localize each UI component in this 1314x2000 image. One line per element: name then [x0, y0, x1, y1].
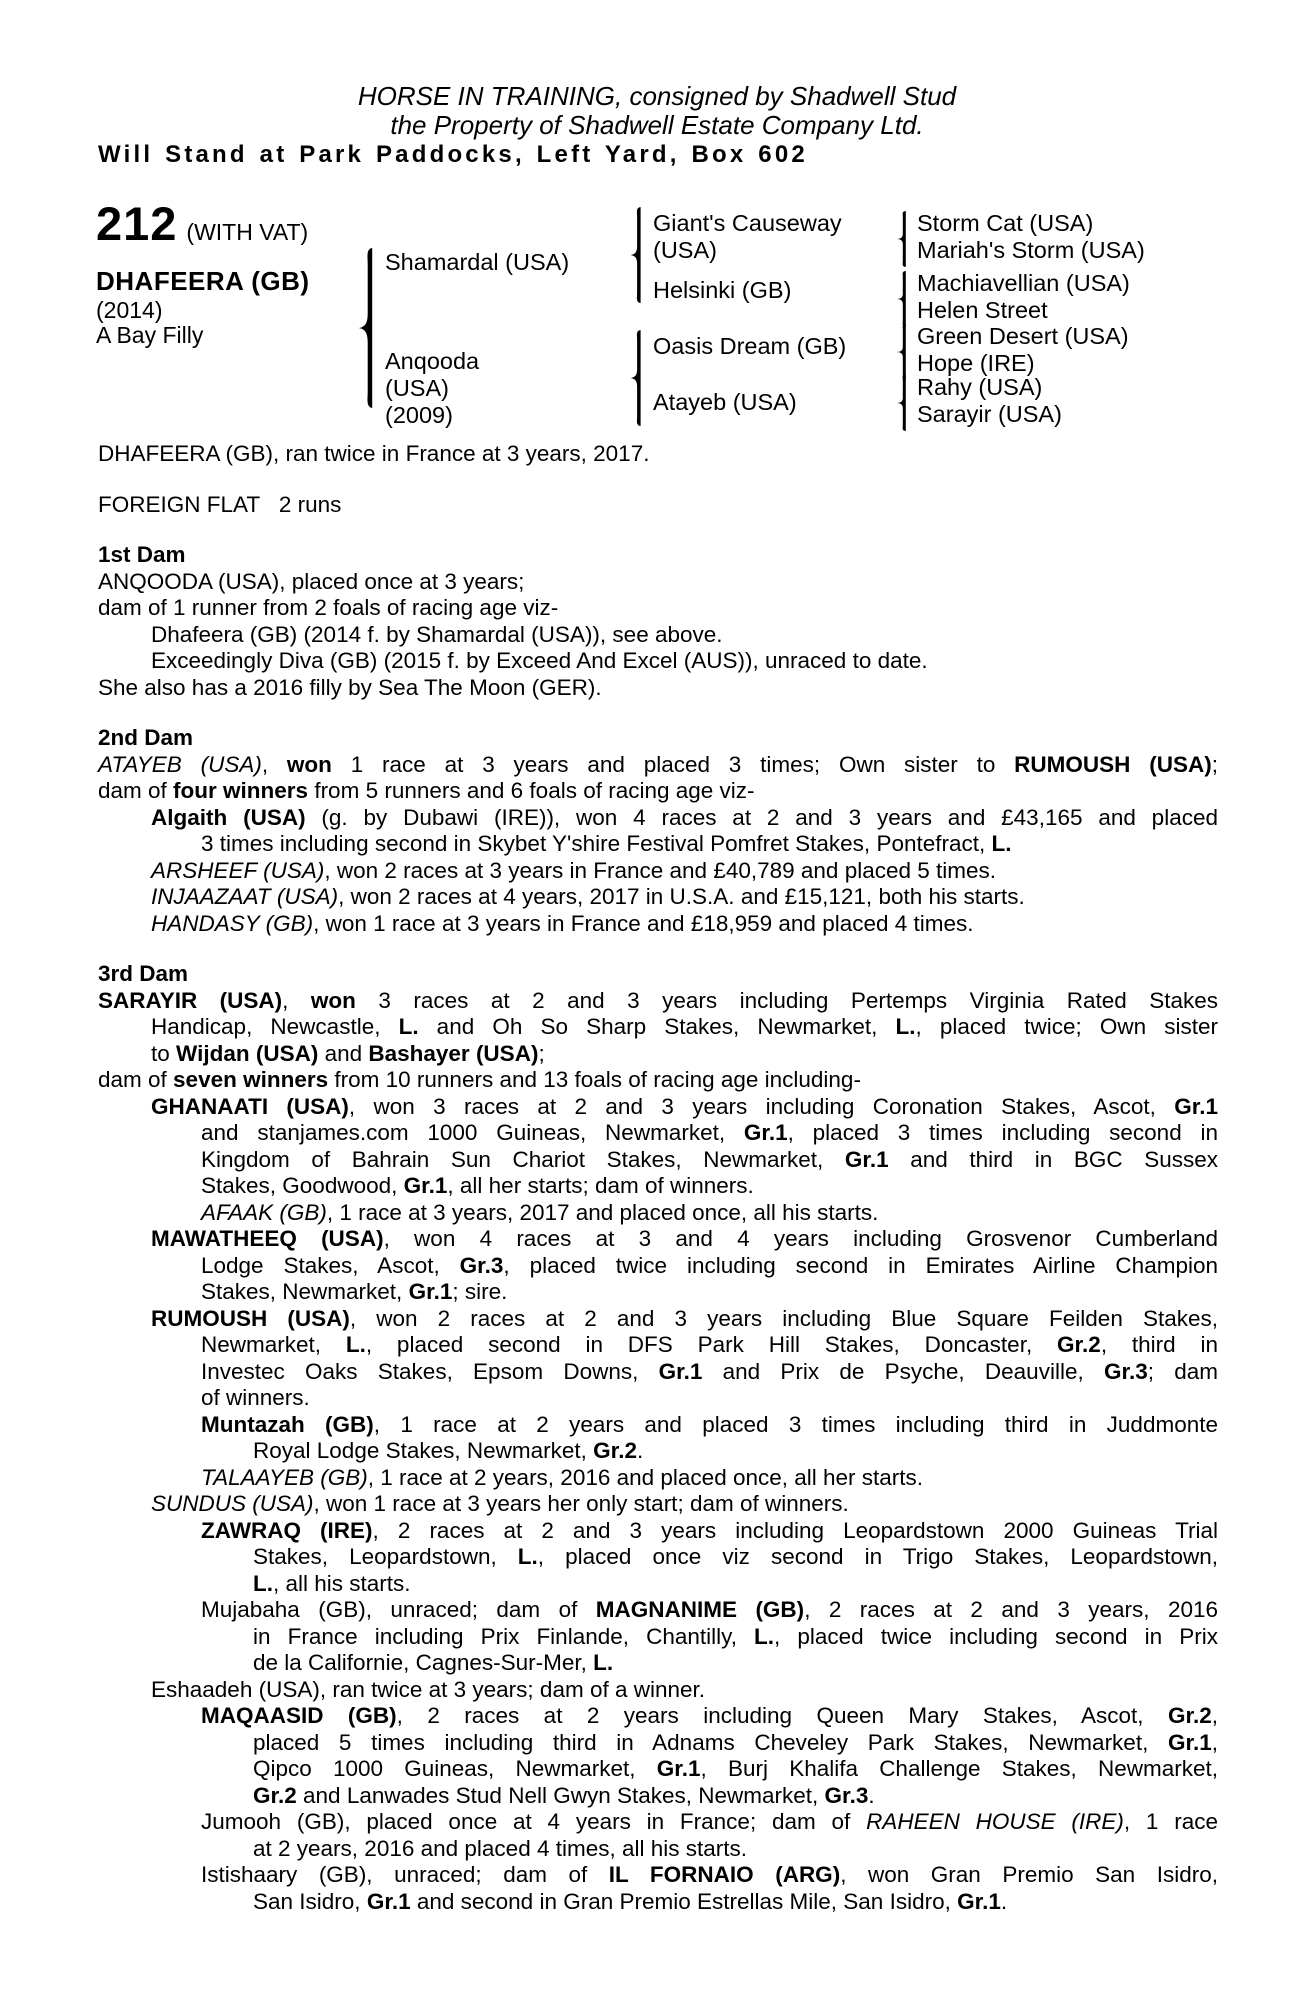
text-segment: ANQOODA (USA), placed once at 3 years;	[98, 568, 525, 594]
text-segment: Stakes, Newmarket,	[201, 1279, 409, 1304]
text-line	[98, 1332, 1218, 1359]
pedigree-text-block	[98, 441, 1218, 1915]
section-gap	[98, 701, 1218, 725]
text-segment: to	[151, 1040, 177, 1066]
text-segment: AFAAK (GB)	[201, 1199, 327, 1225]
text-segment: Gr.1	[366, 1888, 411, 1914]
text-segment: and Prix de Psyche, Deauville,	[702, 1358, 1104, 1384]
sire-name: Shamardal (USA)	[385, 249, 570, 275]
ggp-name: Machiavellian (USA)	[917, 270, 1130, 296]
text-segment: Gr.1	[957, 1888, 1001, 1914]
colour-sex-description: A Bay Filly	[96, 322, 204, 348]
text-line	[98, 1677, 1218, 1704]
text-segment: four winners	[173, 778, 309, 803]
text-segment: RUMOUSH (USA)	[151, 1305, 350, 1331]
text-segment: Gr.3	[459, 1252, 504, 1278]
text-segment: , won 2 races at 2 and 3 years including Blue Square Feilden Stakes,	[349, 1305, 1218, 1331]
text-line	[98, 778, 1218, 805]
text-segment: , 2 races at 2 and 3 years, 2016	[804, 1597, 1219, 1622]
text-segment: , placed twice including second in Emirates Airline Champion	[503, 1252, 1218, 1278]
text-line	[98, 1041, 1218, 1068]
section-heading	[98, 542, 1218, 569]
text-segment: , won 3 races at 2 and 3 years including Coronation Stakes, Ascot,	[348, 1093, 1175, 1119]
text-segment: from 10 runners and 13 foals of racing age including-	[328, 1067, 861, 1092]
text-segment: Gr.3	[824, 1782, 869, 1808]
ggp-name: Mariah's Storm (USA)	[917, 237, 1145, 263]
text-segment: Investec Oaks Stakes, Epsom Downs,	[201, 1358, 659, 1384]
text-segment: , 1 race	[1123, 1809, 1218, 1834]
text-line	[98, 1703, 1218, 1730]
text-segment: FOREIGN FLAT 2 runs	[98, 491, 342, 517]
text-segment: Kingdom of Bahrain Sun Chariot Stakes, Newmarket,	[201, 1146, 845, 1172]
text-segment: .	[1000, 1888, 1008, 1914]
pedigree-brace-generation1	[356, 248, 374, 408]
text-segment: 1 race at 3 years and placed 3 times; Own sister to	[331, 751, 1015, 777]
text-line	[98, 752, 1218, 779]
text-line	[98, 1279, 1218, 1306]
text-segment: ATAYEB (USA)	[98, 751, 262, 777]
text-segment: She also has a 2016 filly by Sea The Moon (GER).	[98, 674, 602, 700]
text-line	[98, 622, 1218, 649]
ggp-name: Hope (IRE)	[917, 350, 1035, 376]
text-segment: , won 2 races at 3 years in France and £40,789 and placed 5 times.	[324, 857, 997, 883]
text-segment: , Burj Khalifa Challenge Stakes, Newmarket,	[700, 1756, 1218, 1781]
text-segment: and stanjames.com 1000 Guineas, Newmarket,	[201, 1120, 744, 1145]
text-segment: IL FORNAIO (ARG)	[608, 1862, 841, 1887]
text-segment: RUMOUSH (USA)	[1014, 751, 1212, 777]
text-segment: ,	[261, 751, 287, 777]
text-line	[98, 1014, 1218, 1041]
text-segment: , placed twice; Own sister	[915, 1014, 1219, 1039]
dam-entry	[385, 348, 479, 429]
text-segment: , placed twice including second in Prix	[774, 1623, 1218, 1649]
text-segment: , won 1 race at 3 years in France and £18,959 and placed 4 times.	[313, 910, 974, 936]
text-line	[98, 1650, 1218, 1677]
text-segment: (g. by Dubawi (IRE)), won 4 races at 2 and 3 years and £43,165 and placed	[305, 804, 1218, 830]
text-segment: L.	[895, 1014, 916, 1039]
text-segment: de la Californie, Cagnes-Sur-Mer,	[253, 1650, 594, 1675]
text-segment: Muntazah (GB)	[201, 1411, 374, 1437]
text-segment: , all his starts.	[273, 1570, 411, 1596]
text-segment: MAWATHEEQ (USA)	[151, 1226, 384, 1251]
text-segment: in France including Prix Finlande, Chantilly,	[253, 1623, 755, 1649]
text-line	[98, 988, 1218, 1015]
section-gap	[98, 518, 1218, 542]
text-segment: Eshaadeh (USA), ran twice at 3 years; dam of a winner.	[151, 1676, 706, 1702]
dam-sire-name: Oasis Dream (GB)	[653, 333, 847, 359]
text-line	[98, 1147, 1218, 1174]
text-segment: Gr.2	[253, 1782, 297, 1808]
horse-name: DHAFEERA (GB)	[96, 266, 310, 296]
text-segment: MAQAASID (GB)	[201, 1703, 397, 1728]
text-segment: dam of 1 runner from 2 foals of racing age viz-	[98, 595, 559, 620]
text-segment: Gr.1	[743, 1120, 788, 1145]
text-line	[98, 1862, 1218, 1889]
text-segment: ; sire.	[452, 1279, 508, 1304]
text-segment: 3 times including second in Skybet Y'shire Festival Pomfret Stakes, Pontefract,	[201, 831, 992, 856]
text-segment: Istishaary (GB), unraced; dam of	[201, 1862, 609, 1887]
dam-name: Anqooda (USA)	[385, 348, 480, 401]
text-line	[98, 1200, 1218, 1227]
text-segment: .	[868, 1782, 875, 1808]
text-segment: , won Gran Premio San Isidro,	[840, 1862, 1218, 1887]
text-segment: Gr.3	[1103, 1358, 1148, 1384]
ggp-name: Rahy (USA)	[917, 374, 1043, 400]
text-segment: Lodge Stakes, Ascot,	[201, 1252, 460, 1278]
text-segment: dam of	[98, 778, 174, 803]
text-segment: Gr.2	[1057, 1332, 1101, 1357]
text-segment: won	[286, 751, 332, 777]
section-heading	[98, 725, 1218, 752]
text-segment: Mujabaha (GB), unraced; dam of	[201, 1597, 596, 1622]
pedigree-brace-sire-parents	[628, 207, 642, 303]
text-segment: Royal Lodge Stakes, Newmarket,	[253, 1438, 594, 1463]
text-segment: ; dam	[1147, 1358, 1218, 1384]
text-line	[98, 1094, 1218, 1121]
text-line	[98, 492, 1218, 519]
text-segment: won	[310, 987, 356, 1013]
text-segment: ZAWRAQ (IRE)	[201, 1517, 373, 1543]
lot-header	[96, 197, 309, 250]
text-segment: dam of	[98, 1067, 174, 1092]
text-segment: Algaith (USA)	[151, 804, 306, 830]
foaling-year: (2014)	[96, 297, 163, 323]
text-segment: L.	[991, 831, 1012, 856]
text-segment: , 2 races at 2 and 3 years including Leopardstown 2000 Guineas Trial	[372, 1517, 1218, 1543]
text-line	[98, 1783, 1218, 1810]
text-segment: Gr.1	[658, 1358, 703, 1384]
text-segment: , placed 3 times including second in	[787, 1120, 1218, 1145]
text-line	[98, 1253, 1218, 1280]
text-segment: , all her starts; dam of winners.	[447, 1173, 754, 1198]
text-line	[98, 1518, 1218, 1545]
text-segment: INJAAZAAT (USA)	[151, 884, 339, 909]
text-segment: 2nd Dam	[98, 725, 194, 750]
text-segment: 3rd Dam	[98, 961, 189, 986]
text-line	[98, 1597, 1218, 1624]
text-line	[98, 1067, 1218, 1094]
ggp-name: Green Desert (USA)	[917, 323, 1129, 349]
text-line	[98, 648, 1218, 675]
text-segment: , won 2 races at 4 years, 2017 in U.S.A. and £15,121, both his starts.	[338, 884, 1025, 909]
text-line	[98, 1385, 1218, 1412]
text-segment: DHAFEERA (GB), ran twice in France at 3 years, 2017.	[98, 441, 650, 466]
text-segment: L.	[253, 1570, 273, 1596]
text-segment: Gr.1	[408, 1279, 453, 1304]
text-segment: and third in BGC Sussex	[888, 1146, 1218, 1172]
text-segment: GHANAATI (USA)	[151, 1093, 349, 1119]
lot-number: 212	[96, 197, 178, 250]
text-segment: seven winners	[173, 1067, 329, 1092]
dam-year: (2009)	[385, 402, 453, 428]
text-line	[98, 1438, 1218, 1465]
text-segment: , won 1 race at 3 years her only start; dam of winners.	[313, 1491, 849, 1516]
text-segment: Handicap, Newcastle,	[151, 1014, 399, 1039]
text-segment: , placed second in DFS Park Hill Stakes, Doncaster,	[365, 1332, 1058, 1357]
text-line	[98, 1465, 1218, 1492]
text-line	[98, 858, 1218, 885]
ggp-name: Storm Cat (USA)	[917, 210, 1094, 236]
text-segment: Gr.2	[593, 1438, 637, 1463]
text-line	[98, 1491, 1218, 1518]
text-segment: Gr.1	[656, 1756, 701, 1781]
great-grandparents-pair-1	[917, 210, 1145, 264]
text-segment: ,	[1211, 1729, 1218, 1755]
text-segment: placed 5 times including third in Adnams Cheveley Park Stakes, Newmarket,	[253, 1729, 1168, 1755]
text-segment: Qipco 1000 Guineas, Newmarket,	[253, 1756, 657, 1781]
ggp-name: Helen Street	[917, 297, 1048, 323]
pedigree-brace-ggp-1	[895, 211, 907, 267]
dam-dam-name: Atayeb (USA)	[653, 389, 797, 415]
text-segment: , placed once viz second in Trigo Stakes, Leopardstown,	[537, 1544, 1218, 1569]
text-line	[98, 1306, 1218, 1333]
text-line	[98, 1756, 1218, 1783]
text-segment: ;	[1211, 751, 1218, 777]
text-line	[98, 805, 1218, 832]
text-segment: .	[636, 1438, 644, 1463]
text-line	[98, 1571, 1218, 1598]
section-heading	[98, 961, 1218, 988]
text-segment: Exceedingly Diva (GB) (2015 f. by Exceed And Excel (AUS)), unraced to date.	[151, 648, 928, 673]
text-segment: RAHEEN HOUSE (IRE)	[866, 1809, 1124, 1834]
text-segment: Stakes, Goodwood,	[201, 1173, 404, 1198]
text-segment: Dhafeera (GB) (2014 f. by Shamardal (USA)), see above.	[151, 621, 723, 647]
text-segment: at 2 years, 2016 and placed 4 times, all his starts.	[253, 1835, 748, 1861]
text-segment: ,	[282, 987, 311, 1013]
text-segment: and second in Gran Premio Estrellas Mile, San Isidro,	[410, 1888, 958, 1914]
text-segment: L.	[398, 1014, 419, 1039]
text-line	[98, 1544, 1218, 1571]
text-line	[98, 1730, 1218, 1757]
text-segment: 3 races at 2 and 3 years including Pertemps Virginia Rated Stakes	[355, 987, 1219, 1013]
pedigree-brace-dam-parents	[628, 330, 642, 426]
text-segment: L.	[517, 1544, 538, 1569]
section-gap	[98, 937, 1218, 961]
text-line	[98, 1836, 1218, 1863]
text-segment: Stakes, Leopardstown,	[253, 1544, 518, 1569]
text-segment: and Lanwades Stud Nell Gwyn Stakes, Newmarket,	[296, 1782, 825, 1808]
text-segment: of winners.	[201, 1385, 310, 1410]
text-segment: 1st Dam	[98, 542, 186, 567]
text-line	[98, 595, 1218, 622]
text-segment: , 1 race at 2 years, 2016 and placed once, all her starts.	[367, 1464, 924, 1490]
text-line	[98, 1120, 1218, 1147]
text-segment: Gr.1	[1167, 1729, 1212, 1755]
sire-dam-name: Helsinki (GB)	[653, 277, 792, 303]
text-line	[98, 1226, 1218, 1253]
text-line	[98, 441, 1218, 468]
text-segment: , third in	[1100, 1332, 1218, 1357]
pedigree-brace-ggp-4	[895, 375, 907, 431]
great-grandparents-pair-4	[917, 374, 1062, 428]
text-segment: , 1 race at 2 years and placed 3 times including third in Juddmonte	[373, 1411, 1218, 1437]
text-segment: Gr.1	[403, 1173, 448, 1198]
pedigree-brace-ggp-3	[895, 324, 907, 380]
text-line	[98, 1173, 1218, 1200]
text-line	[98, 1809, 1218, 1836]
great-grandparents-pair-3	[917, 323, 1129, 377]
text-line	[98, 884, 1218, 911]
text-segment: , 1 race at 3 years, 2017 and placed once, all his starts.	[326, 1199, 879, 1225]
text-segment: L.	[754, 1623, 775, 1649]
text-segment: Wijdan (USA)	[176, 1040, 319, 1066]
text-segment: and	[318, 1040, 369, 1066]
section-gap	[98, 468, 1218, 492]
text-line	[98, 831, 1218, 858]
text-segment: , won 4 races at 3 and 4 years including Grosvenor Cumberland	[383, 1226, 1218, 1251]
text-line	[98, 1624, 1218, 1651]
text-segment: L.	[593, 1650, 614, 1675]
text-segment: HANDASY (GB)	[151, 910, 314, 936]
text-segment: ARSHEEF (USA)	[151, 857, 325, 883]
vat-note: (WITH VAT)	[186, 219, 309, 245]
text-line	[98, 911, 1218, 938]
text-segment: ;	[538, 1040, 545, 1066]
text-segment: Jumooh (GB), placed once at 4 years in France; dam of	[201, 1809, 867, 1834]
text-line	[98, 1359, 1218, 1386]
text-segment: Bashayer (USA)	[368, 1040, 539, 1066]
stand-location-line: Will Stand at Park Paddocks, Left Yard, Box 602	[98, 141, 808, 168]
text-segment: MAGNANIME (GB)	[595, 1597, 805, 1622]
text-segment: Gr.1	[844, 1146, 889, 1172]
ggp-name: Sarayir (USA)	[917, 401, 1062, 427]
sire-sire-name: Giant's Causeway (USA)	[653, 210, 842, 263]
text-line	[98, 1889, 1218, 1916]
text-segment: Gr.1	[1174, 1093, 1218, 1119]
text-segment: , 2 races at 2 years including Queen Mary Stakes, Ascot,	[396, 1703, 1168, 1728]
text-line	[98, 569, 1218, 596]
text-line	[98, 675, 1218, 702]
great-grandparents-pair-2	[917, 270, 1130, 324]
text-segment: L.	[345, 1332, 366, 1357]
text-segment: TALAAYEB (GB)	[201, 1464, 368, 1490]
text-line	[98, 1412, 1218, 1439]
text-segment: SARAYIR (USA)	[98, 987, 283, 1013]
text-segment: Gr.2	[1167, 1703, 1212, 1728]
text-segment: ,	[1211, 1703, 1219, 1728]
consignment-line-2: the Property of Shadwell Estate Company Ltd.	[390, 110, 924, 140]
text-segment: Newmarket,	[201, 1332, 346, 1357]
pedigree-brace-ggp-2	[895, 271, 907, 327]
text-segment: from 5 runners and 6 foals of racing age viz-	[308, 778, 755, 803]
text-segment: San Isidro,	[253, 1888, 367, 1914]
text-segment: SUNDUS (USA)	[151, 1491, 314, 1516]
text-segment: and Oh So Sharp Stakes, Newmarket,	[418, 1014, 896, 1039]
consignment-line-1: HORSE IN TRAINING, consigned by Shadwell Stud	[357, 81, 957, 111]
